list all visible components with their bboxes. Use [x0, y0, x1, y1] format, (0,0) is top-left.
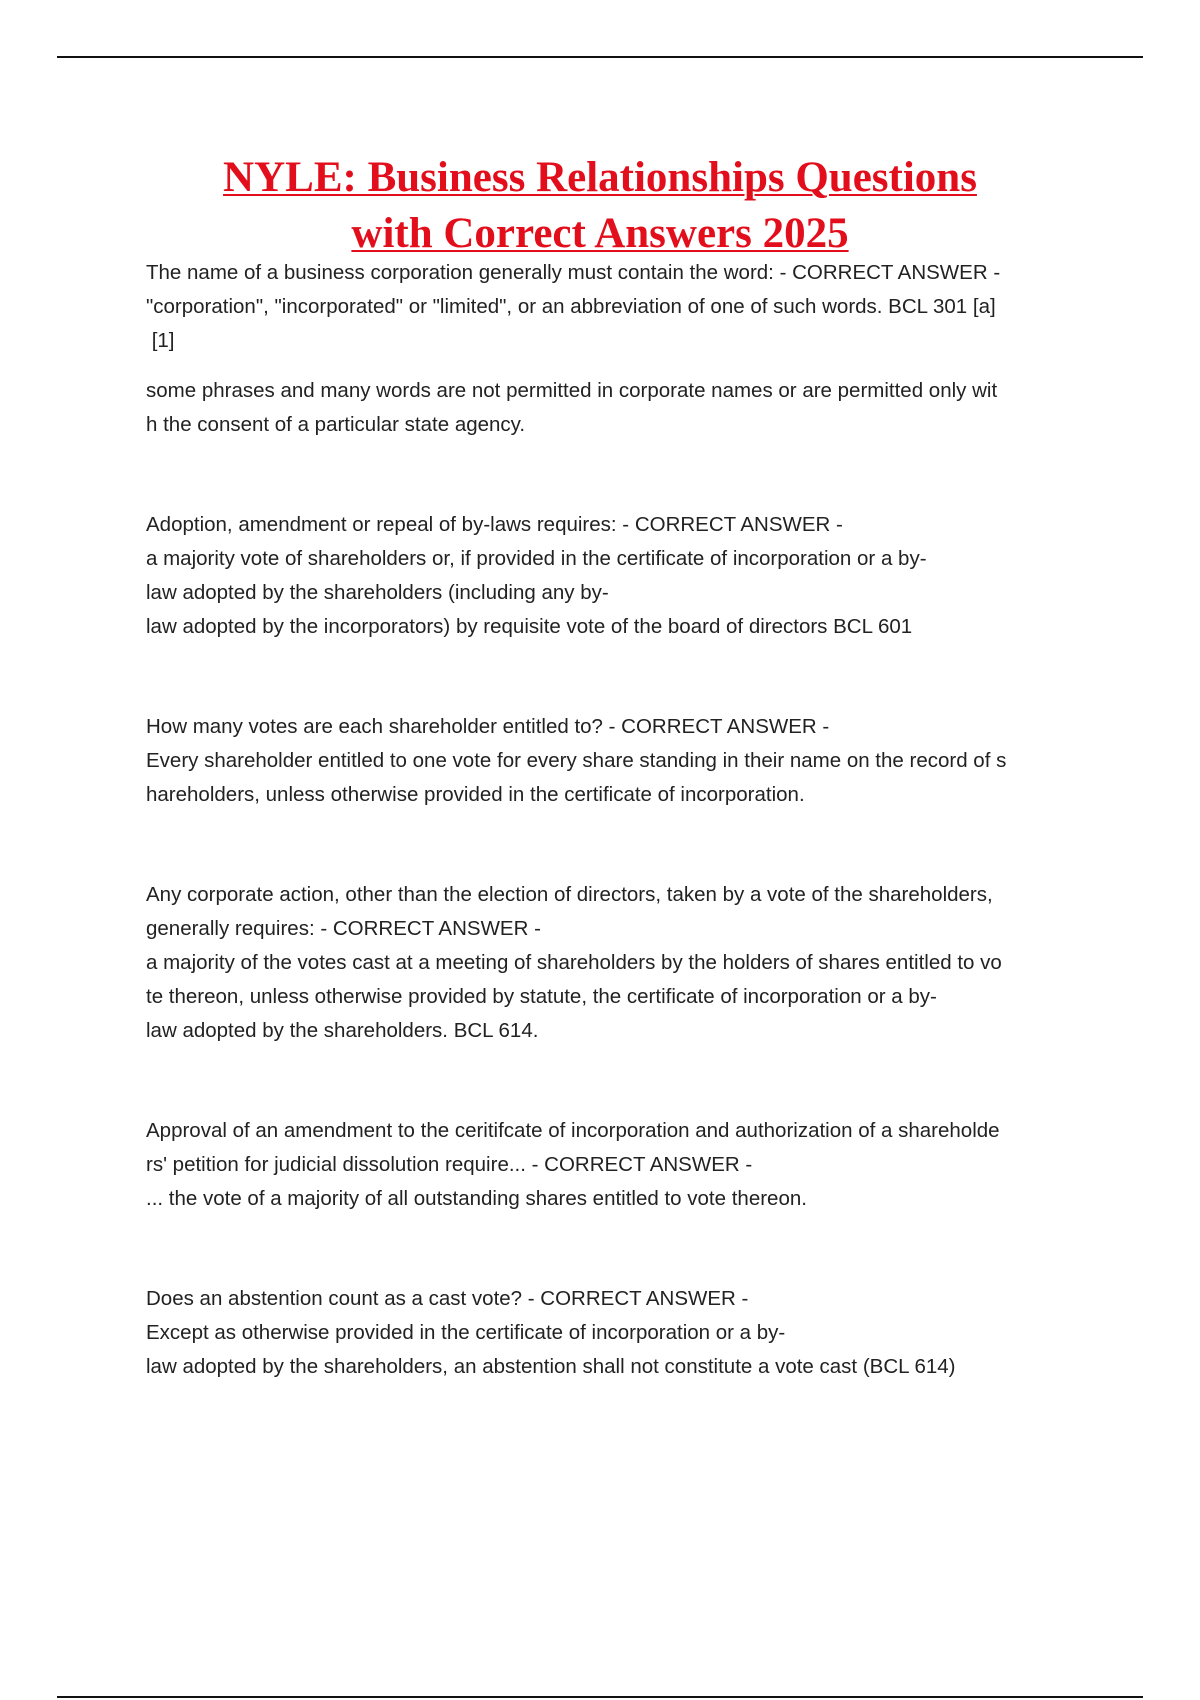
qa-line: Approval of an amendment to the ceritifcate of incorporation and authorization of a shareholde — [146, 1119, 1000, 1142]
qa-line: generally requires: - CORRECT ANSWER - — [146, 917, 541, 940]
qa-line: rs' petition for judicial dissolution require... - CORRECT ANSWER - — [146, 1153, 753, 1176]
qa-line: The name of a business corporation generally must contain the word: - CORRECT ANSWER - — [146, 261, 1001, 284]
qa-item-6 — [146, 1282, 1096, 1384]
qa-item-4 — [146, 878, 1096, 1048]
qa-item-1 — [146, 256, 1096, 442]
qa-line: a majority of the votes cast at a meeting of shareholders by the holders of shares entitled to vo — [146, 951, 1002, 974]
qa-line: Does an abstention count as a cast vote? - CORRECT ANSWER - — [146, 1287, 749, 1310]
qa-line: some phrases and many words are not permitted in corporate names or are permitted only wit — [146, 379, 998, 402]
qa-line: Except as otherwise provided in the certificate of incorporation or a by- — [146, 1321, 786, 1344]
bottom-rule — [57, 1696, 1143, 1698]
qa-line: Any corporate action, other than the election of directors, taken by a vote of the shareholders, — [146, 883, 993, 906]
qa-line: Adoption, amendment or repeal of by-laws requires: - CORRECT ANSWER - — [146, 513, 843, 536]
qa-item-3 — [146, 710, 1096, 812]
qa-line: law adopted by the shareholders (including any by- — [146, 581, 609, 604]
qa-item-5 — [146, 1114, 1096, 1216]
qa-line: te thereon, unless otherwise provided by statute, the certificate of incorporation or a by- — [146, 985, 937, 1008]
qa-line: ... the vote of a majority of all outstanding shares entitled to vote thereon. — [146, 1187, 807, 1210]
qa-item-2 — [146, 508, 1096, 644]
qa-line: Every shareholder entitled to one vote for every share standing in their name on the record of s — [146, 749, 1007, 772]
top-rule — [57, 56, 1143, 58]
title-line-2: with Correct Answers 2025 — [351, 210, 849, 257]
qa-line: law adopted by the incorporators) by requisite vote of the board of directors BCL 601 — [146, 615, 913, 638]
title-line-1: NYLE: Business Relationships Questions — [223, 154, 977, 201]
qa-line: h the consent of a particular state agency. — [146, 413, 526, 436]
qa-line: law adopted by the shareholders. BCL 614. — [146, 1019, 539, 1042]
qa-line: How many votes are each shareholder entitled to? - CORRECT ANSWER - — [146, 715, 830, 738]
qa-line: "corporation", "incorporated" or "limited", or an abbreviation of one of such words. BCL 301 [a] — [146, 295, 996, 318]
qa-line: [1] — [146, 329, 175, 352]
document-title — [57, 150, 1143, 262]
qa-content — [146, 256, 1096, 1384]
qa-line: law adopted by the shareholders, an abstention shall not constitute a vote cast (BCL 614) — [146, 1355, 956, 1378]
qa-line: a majority vote of shareholders or, if provided in the certificate of incorporation or a by- — [146, 547, 927, 570]
qa-line: hareholders, unless otherwise provided in the certificate of incorporation. — [146, 783, 805, 806]
